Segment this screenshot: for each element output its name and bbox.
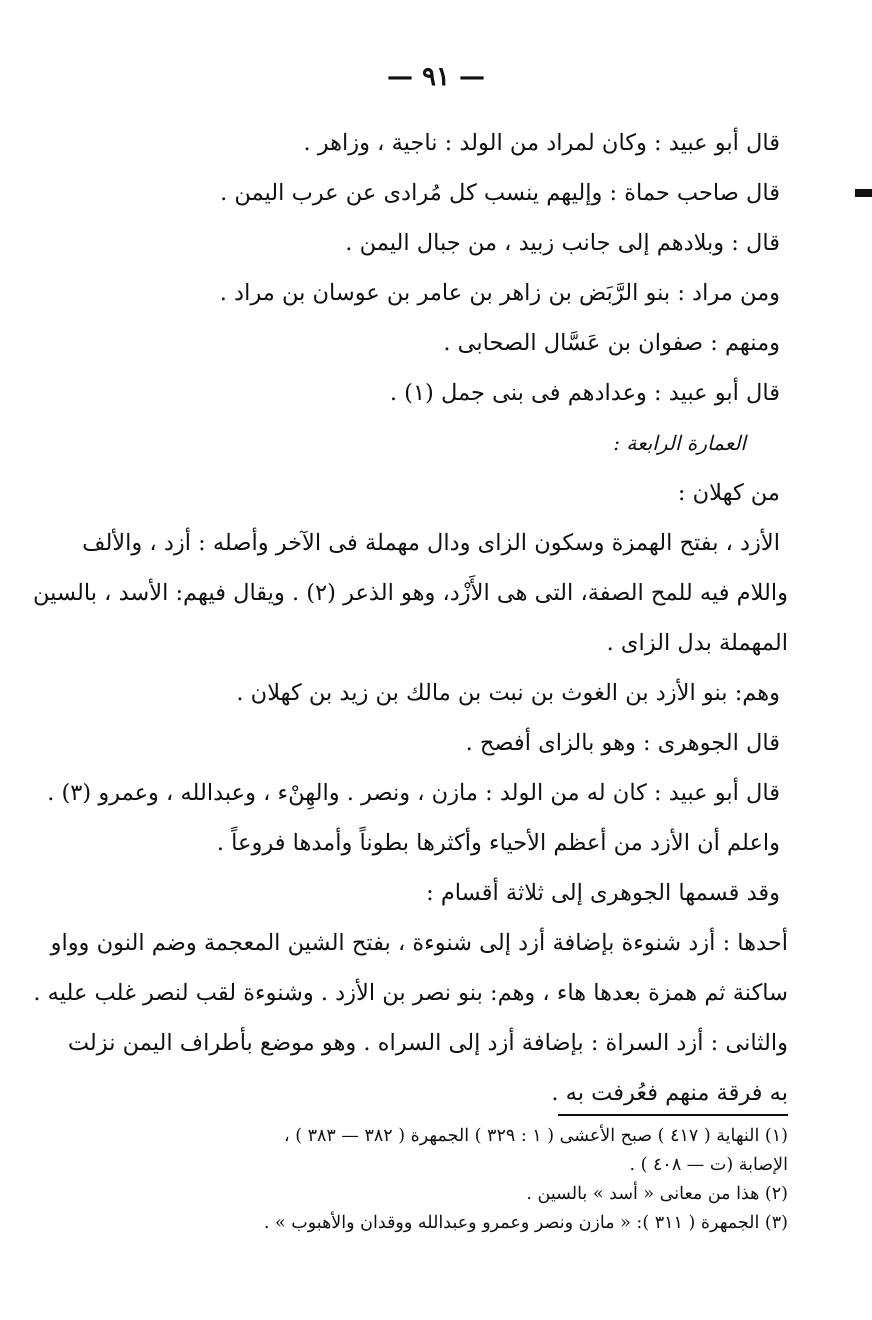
page-number: — ٩١ — <box>386 62 486 92</box>
text-line: قال صاحب حماة : وإليهم ينسب كل مُرادى عن عرب اليمن . <box>220 180 780 206</box>
text-line: المهملة بدل الزاى . <box>606 630 788 656</box>
text-line: قال أبو عبيد : وكان لمراد من الولد : ناجية ، وزاهر . <box>303 130 780 156</box>
footnotes <box>96 1122 788 1238</box>
text-line: ساكنة ثم همزة بعدها هاء ، وهم: بنو نصر بن الأزد . وشنوءة لقب لنصر غلب عليه . <box>33 980 788 1006</box>
footnote-line: (١) النهاية ( ٤١٧ ) صبح الأعشى ( ١ : ٣٢٩ ) الجمهرة ( ٣٨٢ — ٣٨٣ ) ، <box>283 1126 788 1146</box>
text-line: قال أبو عبيد : وعدادهم فى بنى جمل (١) . <box>389 380 780 406</box>
text-line: قال أبو عبيد : كان له من الولد : مازن ، ونصر . والهِنْء ، وعبدالله ، وعمرو (٣) . <box>47 780 780 806</box>
section-heading: العمارة الرابعة : <box>613 431 746 455</box>
text-line: وقد قسمها الجوهرى إلى ثلاثة أقسام : <box>426 880 780 906</box>
footnote-line: (٢) هذا من معانى « أسد » بالسين . <box>526 1184 788 1204</box>
text-line: والثانى : أزد السراة : بإضافة أزد إلى السراه . وهو موضع بأطراف اليمن نزلت <box>67 1030 788 1056</box>
text-line: واعلم أن الأزد من أعظم الأحياء وأكثرها بطوناً وأمدها فروعاً . <box>216 830 780 856</box>
text-line: أحدها : أزد شنوءة بإضافة أزد إلى شنوءة ، بفتح الشين المعجمة وضم النون وواو <box>50 930 788 956</box>
margin-mark <box>855 189 872 197</box>
text-line: به فرقة منهم فعُرفت به . <box>551 1080 788 1106</box>
footnote-line: الإصابة (ت — ٤٠٨ ) . <box>629 1155 788 1175</box>
text-line: واللام فيه للمح الصفة، التى هى الأَزْد، وهو الذعر (٢) . ويقال فيهم: الأسد ، بالسين <box>33 580 788 606</box>
footnote-line: (٣) الجمهرة ( ٣١١ ): « مازن ونصر وعمرو وعبدالله ووقدان والأهبوب » . <box>263 1213 788 1233</box>
footnote-divider <box>558 1114 788 1116</box>
main-text <box>33 118 788 1118</box>
text-line: قال الجوهرى : وهو بالزاى أفصح . <box>465 730 780 756</box>
text-line: قال : وبلادهم إلى جانب زبيد ، من جبال اليمن . <box>345 230 780 256</box>
text-line: ومنهم : صفوان بن عَسَّال الصحابى . <box>443 330 780 356</box>
text-line: الأزد ، بفتح الهمزة وسكون الزاى ودال مهملة فى الآخر وأصله : أزد ، والألف <box>82 530 780 556</box>
subheading: من كهلان : <box>677 480 780 506</box>
text-line: وهم: بنو الأزد بن الغوث بن نبت بن مالك بن زيد بن كهلان . <box>236 680 780 706</box>
text-line: ومن مراد : بنو الرَّبَض بن زاهر بن عامر بن عوسان بن مراد . <box>219 280 780 306</box>
